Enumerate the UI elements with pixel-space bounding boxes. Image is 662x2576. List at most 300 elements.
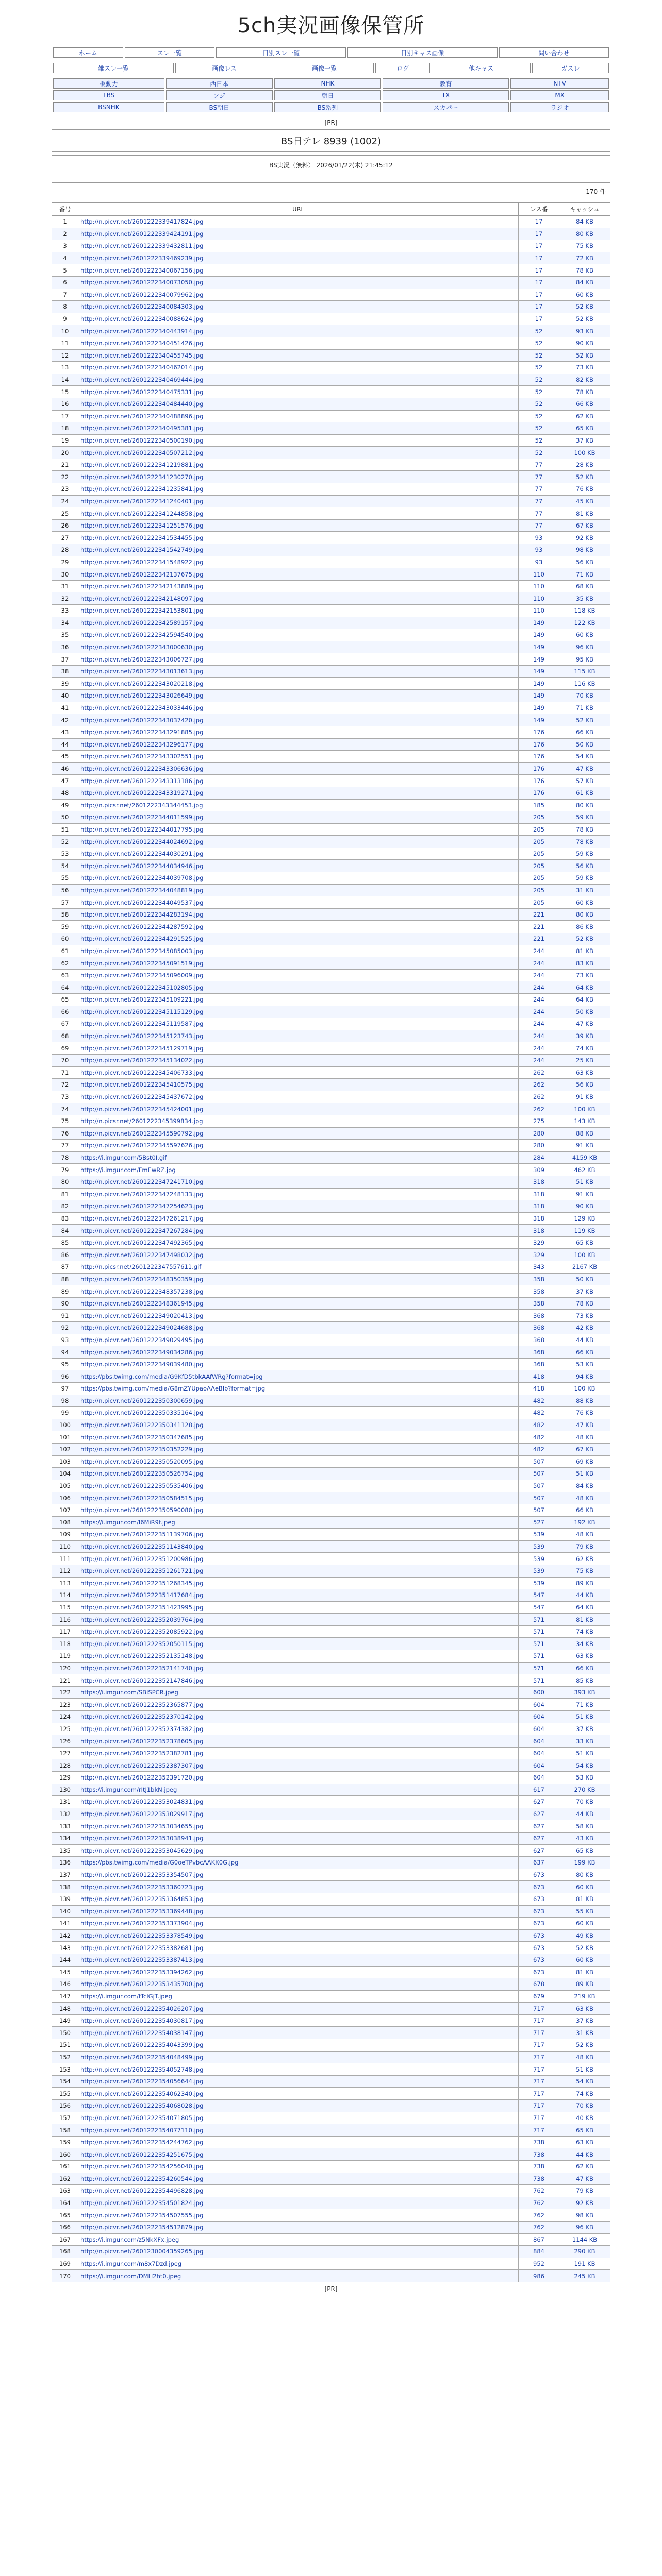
image-url-link[interactable]: http://n.picvr.net/2601222350590080.jpg bbox=[78, 1504, 519, 1516]
cache-link[interactable]: 50 KB bbox=[559, 738, 610, 751]
res-number-link[interactable]: 205 bbox=[519, 848, 559, 860]
res-number-link[interactable]: 637 bbox=[519, 1857, 559, 1869]
res-number-link[interactable]: 284 bbox=[519, 1151, 559, 1164]
cache-link[interactable]: 393 KB bbox=[559, 1686, 610, 1699]
res-number-link[interactable]: 571 bbox=[519, 1650, 559, 1663]
image-url-link[interactable]: http://n.picvr.net/2601222342594540.jpg bbox=[78, 629, 519, 641]
cache-link[interactable]: 88 KB bbox=[559, 1395, 610, 1407]
res-number-link[interactable]: 679 bbox=[519, 1990, 559, 2003]
res-number-link[interactable]: 482 bbox=[519, 1395, 559, 1407]
image-url-link[interactable]: http://n.picvr.net/2601222354251675.jpg bbox=[78, 2148, 519, 2161]
cache-link[interactable]: 1144 KB bbox=[559, 2233, 610, 2246]
nav-channel[interactable]: スカパー bbox=[383, 102, 509, 112]
cache-link[interactable]: 60 KB bbox=[559, 1918, 610, 1930]
image-url-link[interactable]: http://n.picvr.net/2601222354030817.jpg bbox=[78, 2014, 519, 2027]
cache-link[interactable]: 82 KB bbox=[559, 374, 610, 386]
image-url-link[interactable]: http://n.picvr.net/2601222345437672.jpg bbox=[78, 1091, 519, 1103]
image-url-link[interactable]: http://n.picvr.net/2601222347492365.jpg bbox=[78, 1236, 519, 1249]
cache-link[interactable]: 56 KB bbox=[559, 860, 610, 872]
cache-link[interactable]: 51 KB bbox=[559, 2063, 610, 2076]
image-url-link[interactable]: http://n.picvr.net/2601222351139706.jpg bbox=[78, 1529, 519, 1541]
cache-link[interactable]: 93 KB bbox=[559, 325, 610, 337]
cache-link[interactable]: 66 KB bbox=[559, 398, 610, 410]
res-number-link[interactable]: 368 bbox=[519, 1322, 559, 1334]
res-number-link[interactable]: 77 bbox=[519, 459, 559, 471]
image-url-link[interactable]: http://n.picvr.net/2601222353045629.jpg bbox=[78, 1844, 519, 1857]
cache-link[interactable]: 52 KB bbox=[559, 349, 610, 362]
cache-link[interactable]: 92 KB bbox=[559, 2197, 610, 2209]
image-url-link[interactable]: http://n.picvr.net/2601222343037420.jpg bbox=[78, 714, 519, 726]
res-number-link[interactable]: 77 bbox=[519, 519, 559, 532]
cache-link[interactable]: 62 KB bbox=[559, 410, 610, 422]
res-number-link[interactable]: 738 bbox=[519, 2173, 559, 2185]
res-number-link[interactable]: 717 bbox=[519, 2051, 559, 2063]
cache-link[interactable]: 122 KB bbox=[559, 617, 610, 629]
image-url-link[interactable]: http://n.picvr.net/2601222351200986.jpg bbox=[78, 1553, 519, 1565]
cache-link[interactable]: 47 KB bbox=[559, 1419, 610, 1431]
image-url-link[interactable]: http://n.picvr.net/2601222353038941.jpg bbox=[78, 1832, 519, 1844]
res-number-link[interactable]: 17 bbox=[519, 301, 559, 313]
image-url-link[interactable]: https://i.imgur.com/SBISPCR.jpeg bbox=[78, 1686, 519, 1699]
image-url-link[interactable]: http://n.picvr.net/2601222342137675.jpg bbox=[78, 568, 519, 581]
nav-channel[interactable]: NTV bbox=[510, 78, 609, 89]
nav-other-cast[interactable]: 他キャス bbox=[432, 63, 531, 73]
res-number-link[interactable]: 17 bbox=[519, 264, 559, 277]
res-number-link[interactable]: 673 bbox=[519, 1893, 559, 1905]
cache-link[interactable]: 81 KB bbox=[559, 1893, 610, 1905]
cache-link[interactable]: 48 KB bbox=[559, 1431, 610, 1444]
res-number-link[interactable]: 205 bbox=[519, 884, 559, 896]
res-number-link[interactable]: 717 bbox=[519, 2112, 559, 2124]
image-url-link[interactable]: http://n.picvr.net/2601222344034946.jpg bbox=[78, 860, 519, 872]
res-number-link[interactable]: 149 bbox=[519, 665, 559, 677]
res-number-link[interactable]: 17 bbox=[519, 252, 559, 264]
nav-log[interactable]: ログ bbox=[375, 63, 430, 73]
nav-image-res[interactable]: 画像レス bbox=[175, 63, 273, 73]
image-url-link[interactable]: http://n.picvr.net/2601222354501824.jpg bbox=[78, 2197, 519, 2209]
cache-link[interactable]: 44 KB bbox=[559, 1808, 610, 1820]
cache-link[interactable]: 64 KB bbox=[559, 994, 610, 1006]
cache-link[interactable]: 88 KB bbox=[559, 1127, 610, 1140]
cache-link[interactable]: 92 KB bbox=[559, 532, 610, 544]
image-url-link[interactable]: http://n.picvr.net/2601222354260544.jpg bbox=[78, 2173, 519, 2185]
cache-link[interactable]: 78 KB bbox=[559, 836, 610, 848]
res-number-link[interactable]: 244 bbox=[519, 1054, 559, 1066]
image-url-link[interactable]: http://n.picvr.net/2601222347241710.jpg bbox=[78, 1176, 519, 1188]
res-number-link[interactable]: 309 bbox=[519, 1164, 559, 1176]
cache-link[interactable]: 80 KB bbox=[559, 908, 610, 921]
res-number-link[interactable]: 673 bbox=[519, 1942, 559, 1954]
cache-link[interactable]: 462 KB bbox=[559, 1164, 610, 1176]
res-number-link[interactable]: 368 bbox=[519, 1310, 559, 1322]
nav-channel[interactable]: 教育 bbox=[383, 78, 509, 89]
image-url-link[interactable]: http://n.picvr.net/2601222348350359.jpg bbox=[78, 1273, 519, 1285]
image-url-link[interactable]: http://n.picvr.net/2601222354512879.jpg bbox=[78, 2221, 519, 2233]
cache-link[interactable]: 98 KB bbox=[559, 544, 610, 556]
site-title[interactable]: 5ch実況画像保管所 bbox=[237, 14, 425, 38]
image-url-link[interactable]: http://n.picvr.net/2601222351268345.jpg bbox=[78, 1577, 519, 1589]
res-number-link[interactable]: 244 bbox=[519, 945, 559, 957]
nav-channel[interactable]: NHK bbox=[274, 78, 381, 89]
cache-link[interactable]: 73 KB bbox=[559, 1310, 610, 1322]
image-url-link[interactable]: http://n.picvr.net/2601222345597626.jpg bbox=[78, 1140, 519, 1152]
image-url-link[interactable]: http://n.picvr.net/2601222352147846.jpg bbox=[78, 1674, 519, 1687]
image-url-link[interactable]: http://n.picvr.net/2601222345410575.jpg bbox=[78, 1079, 519, 1091]
cache-link[interactable]: 66 KB bbox=[559, 1662, 610, 1674]
image-url-link[interactable]: http://n.picvr.net/2601222352085922.jpg bbox=[78, 1625, 519, 1638]
res-number-link[interactable]: 368 bbox=[519, 1334, 559, 1346]
image-url-link[interactable]: http://n.picvr.net/2601222343302551.jpg bbox=[78, 751, 519, 763]
image-url-link[interactable]: http://n.picvr.net/2601222353354507.jpg bbox=[78, 1869, 519, 1881]
image-url-link[interactable]: http://n.picvr.net/2601222343319271.jpg bbox=[78, 787, 519, 799]
image-url-link[interactable]: http://n.picvr.net/2601222345109221.jpg bbox=[78, 994, 519, 1006]
res-number-link[interactable]: 77 bbox=[519, 507, 559, 520]
cache-link[interactable]: 100 KB bbox=[559, 447, 610, 459]
image-url-link[interactable]: https://i.imgur.com/DMH2ht0.jpeg bbox=[78, 2270, 519, 2282]
cache-link[interactable]: 71 KB bbox=[559, 1699, 610, 1711]
image-url-link[interactable]: http://n.picvr.net/2601222343006727.jpg bbox=[78, 653, 519, 666]
cache-link[interactable]: 51 KB bbox=[559, 1176, 610, 1188]
image-url-link[interactable]: http://n.picvr.net/2601222351423995.jpg bbox=[78, 1601, 519, 1614]
image-url-link[interactable]: http://n.picvr.net/2601222353024831.jpg bbox=[78, 1796, 519, 1808]
res-number-link[interactable]: 262 bbox=[519, 1066, 559, 1079]
cache-link[interactable]: 69 KB bbox=[559, 1455, 610, 1468]
res-number-link[interactable]: 17 bbox=[519, 228, 559, 240]
res-number-link[interactable]: 717 bbox=[519, 2063, 559, 2076]
res-number-link[interactable]: 17 bbox=[519, 276, 559, 289]
image-url-link[interactable]: http://n.picvr.net/2601222342148097.jpg bbox=[78, 592, 519, 605]
cache-link[interactable]: 52 KB bbox=[559, 714, 610, 726]
cache-link[interactable]: 83 KB bbox=[559, 957, 610, 970]
cache-link[interactable]: 37 KB bbox=[559, 2014, 610, 2027]
res-number-link[interactable]: 604 bbox=[519, 1735, 559, 1748]
cache-link[interactable]: 79 KB bbox=[559, 1540, 610, 1553]
res-number-link[interactable]: 717 bbox=[519, 2088, 559, 2100]
nav-channel[interactable]: BS朝日 bbox=[166, 102, 273, 112]
res-number-link[interactable]: 93 bbox=[519, 544, 559, 556]
res-number-link[interactable]: 244 bbox=[519, 994, 559, 1006]
res-number-link[interactable]: 149 bbox=[519, 629, 559, 641]
res-number-link[interactable]: 329 bbox=[519, 1236, 559, 1249]
cache-link[interactable]: 78 KB bbox=[559, 1297, 610, 1310]
res-number-link[interactable]: 77 bbox=[519, 495, 559, 507]
image-url-link[interactable]: http://n.picvr.net/2601222353435700.jpg bbox=[78, 1978, 519, 1991]
image-url-link[interactable]: http://n.picvr.net/2601222340073050.jpg bbox=[78, 276, 519, 289]
res-number-link[interactable]: 673 bbox=[519, 1929, 559, 1942]
cache-link[interactable]: 90 KB bbox=[559, 1200, 610, 1213]
image-url-link[interactable]: http://n.picvr.net/2601222343020218.jpg bbox=[78, 677, 519, 690]
cache-link[interactable]: 66 KB bbox=[559, 1346, 610, 1359]
res-number-link[interactable]: 52 bbox=[519, 349, 559, 362]
cache-link[interactable]: 55 KB bbox=[559, 1905, 610, 1918]
image-url-link[interactable]: http://n.picvr.net/2601222352382781.jpg bbox=[78, 1747, 519, 1759]
nav-gas-thread[interactable]: ガスレ bbox=[532, 63, 609, 73]
res-number-link[interactable]: 717 bbox=[519, 2014, 559, 2027]
res-number-link[interactable]: 604 bbox=[519, 1747, 559, 1759]
cache-link[interactable]: 73 KB bbox=[559, 362, 610, 374]
cache-link[interactable]: 28 KB bbox=[559, 459, 610, 471]
res-number-link[interactable]: 884 bbox=[519, 2246, 559, 2258]
cache-link[interactable]: 40 KB bbox=[559, 2112, 610, 2124]
res-number-link[interactable]: 221 bbox=[519, 908, 559, 921]
image-url-link[interactable]: http://n.picvr.net/2601222353364853.jpg bbox=[78, 1893, 519, 1905]
cache-link[interactable]: 37 KB bbox=[559, 434, 610, 447]
image-url-link[interactable]: http://n.picvr.net/2601222354256040.jpg bbox=[78, 2161, 519, 2173]
cache-link[interactable]: 74 KB bbox=[559, 2088, 610, 2100]
cache-link[interactable]: 89 KB bbox=[559, 1978, 610, 1991]
image-url-link[interactable]: http://n.picvr.net/2601230004359265.jpg bbox=[78, 2246, 519, 2258]
cache-link[interactable]: 37 KB bbox=[559, 1723, 610, 1735]
res-number-link[interactable]: 571 bbox=[519, 1662, 559, 1674]
cache-link[interactable]: 70 KB bbox=[559, 2100, 610, 2112]
res-number-link[interactable]: 627 bbox=[519, 1832, 559, 1844]
image-url-link[interactable]: http://n.picvr.net/2601222354507555.jpg bbox=[78, 2209, 519, 2222]
cache-link[interactable]: 52 KB bbox=[559, 2039, 610, 2052]
cache-link[interactable]: 192 KB bbox=[559, 1516, 610, 1529]
image-url-link[interactable]: http://n.picvr.net/2601222340475331.jpg bbox=[78, 386, 519, 398]
image-url-link[interactable]: http://n.picvr.net/2601222350584515.jpg bbox=[78, 1492, 519, 1504]
res-number-link[interactable]: 762 bbox=[519, 2209, 559, 2222]
image-url-link[interactable]: http://n.picvr.net/2601222350520095.jpg bbox=[78, 1455, 519, 1468]
image-url-link[interactable]: http://n.picvr.net/2601222344011599.jpg bbox=[78, 811, 519, 824]
image-url-link[interactable]: http://n.picvr.net/2601222341240401.jpg bbox=[78, 495, 519, 507]
image-url-link[interactable]: http://n.picvr.net/2601222352378605.jpg bbox=[78, 1735, 519, 1748]
cache-link[interactable]: 57 KB bbox=[559, 775, 610, 787]
cache-link[interactable]: 191 KB bbox=[559, 2258, 610, 2270]
cache-link[interactable]: 51 KB bbox=[559, 1711, 610, 1723]
res-number-link[interactable]: 717 bbox=[519, 2124, 559, 2137]
image-url-link[interactable]: http://n.picvr.net/2601222353029917.jpg bbox=[78, 1808, 519, 1820]
nav-channel[interactable]: BS系列 bbox=[274, 102, 381, 112]
image-url-link[interactable]: http://n.picvr.net/2601222340500190.jpg bbox=[78, 434, 519, 447]
cache-link[interactable]: 65 KB bbox=[559, 1236, 610, 1249]
cache-link[interactable]: 54 KB bbox=[559, 751, 610, 763]
res-number-link[interactable]: 244 bbox=[519, 1042, 559, 1055]
image-url-link[interactable]: http://n.picvr.net/2601222348361945.jpg bbox=[78, 1297, 519, 1310]
image-url-link[interactable]: http://n.picvr.net/2601222347248133.jpg bbox=[78, 1188, 519, 1200]
cache-link[interactable]: 33 KB bbox=[559, 1735, 610, 1748]
image-url-link[interactable]: http://n.picvr.net/2601222352370142.jpg bbox=[78, 1711, 519, 1723]
image-url-link[interactable]: http://n.picvr.net/2601222345134022.jpg bbox=[78, 1054, 519, 1066]
cache-link[interactable]: 48 KB bbox=[559, 1492, 610, 1504]
image-url-link[interactable]: http://n.picvr.net/2601222351417684.jpg bbox=[78, 1589, 519, 1602]
res-number-link[interactable]: 52 bbox=[519, 447, 559, 459]
cache-link[interactable]: 31 KB bbox=[559, 2027, 610, 2039]
res-number-link[interactable]: 52 bbox=[519, 422, 559, 435]
cache-link[interactable]: 53 KB bbox=[559, 1772, 610, 1784]
image-url-link[interactable]: http://n.picvr.net/2601222354026207.jpg bbox=[78, 2003, 519, 2015]
res-number-link[interactable]: 244 bbox=[519, 957, 559, 970]
cache-link[interactable]: 91 KB bbox=[559, 1091, 610, 1103]
cache-link[interactable]: 65 KB bbox=[559, 1844, 610, 1857]
res-number-link[interactable]: 539 bbox=[519, 1529, 559, 1541]
cache-link[interactable]: 54 KB bbox=[559, 1759, 610, 1772]
image-url-link[interactable]: http://n.picvr.net/2601222341235841.jpg bbox=[78, 483, 519, 496]
res-number-link[interactable]: 527 bbox=[519, 1516, 559, 1529]
res-number-link[interactable]: 176 bbox=[519, 751, 559, 763]
res-number-link[interactable]: 673 bbox=[519, 1881, 559, 1893]
cache-link[interactable]: 96 KB bbox=[559, 2221, 610, 2233]
cache-link[interactable]: 35 KB bbox=[559, 592, 610, 605]
res-number-link[interactable]: 176 bbox=[519, 738, 559, 751]
cache-link[interactable]: 95 KB bbox=[559, 653, 610, 666]
res-number-link[interactable]: 93 bbox=[519, 532, 559, 544]
res-number-link[interactable]: 329 bbox=[519, 1249, 559, 1261]
res-number-link[interactable]: 280 bbox=[519, 1140, 559, 1152]
res-number-link[interactable]: 627 bbox=[519, 1820, 559, 1833]
image-url-link[interactable]: http://n.picvr.net/2601222345096009.jpg bbox=[78, 969, 519, 981]
res-number-link[interactable]: 52 bbox=[519, 386, 559, 398]
cache-link[interactable]: 91 KB bbox=[559, 1188, 610, 1200]
cache-link[interactable]: 67 KB bbox=[559, 1443, 610, 1455]
res-number-link[interactable]: 482 bbox=[519, 1407, 559, 1419]
cache-link[interactable]: 50 KB bbox=[559, 1273, 610, 1285]
nav-channel[interactable]: フジ bbox=[166, 90, 273, 100]
res-number-link[interactable]: 717 bbox=[519, 2100, 559, 2112]
cache-link[interactable]: 71 KB bbox=[559, 702, 610, 714]
cache-link[interactable]: 80 KB bbox=[559, 1869, 610, 1881]
cache-link[interactable]: 74 KB bbox=[559, 1042, 610, 1055]
image-url-link[interactable]: http://n.picvr.net/2601222354062340.jpg bbox=[78, 2088, 519, 2100]
res-number-link[interactable]: 952 bbox=[519, 2258, 559, 2270]
cache-link[interactable]: 80 KB bbox=[559, 799, 610, 811]
res-number-link[interactable]: 627 bbox=[519, 1796, 559, 1808]
cache-link[interactable]: 48 KB bbox=[559, 2051, 610, 2063]
image-url-link[interactable]: http://n.picvr.net/2601222343306636.jpg bbox=[78, 762, 519, 775]
cache-link[interactable]: 91 KB bbox=[559, 1140, 610, 1152]
nav-channel[interactable]: TX bbox=[383, 90, 509, 100]
cache-link[interactable]: 76 KB bbox=[559, 1407, 610, 1419]
cache-link[interactable]: 72 KB bbox=[559, 252, 610, 264]
nav-misc-threads[interactable]: 雑スレ一覧 bbox=[53, 63, 174, 73]
image-url-link[interactable]: http://n.picvr.net/2601222340469444.jpg bbox=[78, 374, 519, 386]
image-url-link[interactable]: http://n.picvr.net/2601222343026649.jpg bbox=[78, 690, 519, 702]
res-number-link[interactable]: 358 bbox=[519, 1297, 559, 1310]
cache-link[interactable]: 118 KB bbox=[559, 605, 610, 617]
image-url-link[interactable]: http://n.picvr.net/2601222354052748.jpg bbox=[78, 2063, 519, 2076]
cache-link[interactable]: 119 KB bbox=[559, 1225, 610, 1237]
image-url-link[interactable]: https://pbs.twimg.com/media/G9KfD5tbkAAfWRg?format=jpg bbox=[78, 1370, 519, 1383]
cache-link[interactable]: 64 KB bbox=[559, 1601, 610, 1614]
image-url-link[interactable]: http://n.picvr.net/2601222345129719.jpg bbox=[78, 1042, 519, 1055]
res-number-link[interactable]: 482 bbox=[519, 1419, 559, 1431]
cache-link[interactable]: 2167 KB bbox=[559, 1261, 610, 1274]
res-number-link[interactable]: 604 bbox=[519, 1772, 559, 1784]
cache-link[interactable]: 219 KB bbox=[559, 1990, 610, 2003]
image-url-link[interactable]: http://n.picvr.net/2601222340084303.jpg bbox=[78, 301, 519, 313]
cache-link[interactable]: 81 KB bbox=[559, 1614, 610, 1626]
image-url-link[interactable]: http://n.picvr.net/2601222345406733.jpg bbox=[78, 1066, 519, 1079]
res-number-link[interactable]: 52 bbox=[519, 337, 559, 349]
nav-channel[interactable]: ラジオ bbox=[510, 102, 609, 112]
image-url-link[interactable]: http://n.picvr.net/2601222354048499.jpg bbox=[78, 2051, 519, 2063]
nav-thread-list[interactable]: スレ一覧 bbox=[125, 47, 214, 58]
cache-link[interactable]: 71 KB bbox=[559, 568, 610, 581]
image-url-link[interactable]: http://n.picvr.net/2601222350300659.jpg bbox=[78, 1395, 519, 1407]
res-number-link[interactable]: 318 bbox=[519, 1200, 559, 1213]
res-number-link[interactable]: 507 bbox=[519, 1480, 559, 1492]
image-url-link[interactable]: http://n.picvr.net/2601222347267284.jpg bbox=[78, 1225, 519, 1237]
image-url-link[interactable]: http://n.picvr.net/2601222341244858.jpg bbox=[78, 507, 519, 520]
image-url-link[interactable]: http://n.picvr.net/2601222350535406.jpg bbox=[78, 1480, 519, 1492]
res-number-link[interactable]: 673 bbox=[519, 1966, 559, 1978]
cache-link[interactable]: 56 KB bbox=[559, 556, 610, 568]
res-number-link[interactable]: 52 bbox=[519, 374, 559, 386]
nav-channel[interactable]: 朝日 bbox=[274, 90, 381, 100]
image-url-link[interactable]: http://n.picvr.net/2601222345115129.jpg bbox=[78, 1006, 519, 1018]
image-url-link[interactable]: http://n.picvr.net/2601222344024692.jpg bbox=[78, 836, 519, 848]
cache-link[interactable]: 68 KB bbox=[559, 580, 610, 592]
image-url-link[interactable]: https://i.imgur.com/rItJ1bkN.jpeg bbox=[78, 1784, 519, 1796]
res-number-link[interactable]: 867 bbox=[519, 2233, 559, 2246]
image-url-link[interactable]: http://n.picvr.net/2601222345091519.jpg bbox=[78, 957, 519, 970]
image-url-link[interactable]: http://n.picvr.net/2601222352365877.jpg bbox=[78, 1699, 519, 1711]
nav-home[interactable]: ホーム bbox=[53, 47, 123, 58]
image-url-link[interactable]: http://n.picvr.net/2601222354068028.jpg bbox=[78, 2100, 519, 2112]
res-number-link[interactable]: 77 bbox=[519, 483, 559, 496]
res-number-link[interactable]: 93 bbox=[519, 556, 559, 568]
image-url-link[interactable]: http://n.picvr.net/2601222351143840.jpg bbox=[78, 1540, 519, 1553]
res-number-link[interactable]: 539 bbox=[519, 1577, 559, 1589]
image-url-link[interactable]: http://n.picvr.net/2601222342153801.jpg bbox=[78, 605, 519, 617]
image-url-link[interactable]: http://n.picvr.net/2601222343013613.jpg bbox=[78, 665, 519, 677]
image-url-link[interactable]: http://n.picvr.net/2601222349034286.jpg bbox=[78, 1346, 519, 1359]
image-url-link[interactable]: http://n.picvr.net/2601222340443914.jpg bbox=[78, 325, 519, 337]
res-number-link[interactable]: 149 bbox=[519, 677, 559, 690]
image-url-link[interactable]: http://n.picvr.net/2601222340488896.jpg bbox=[78, 410, 519, 422]
image-url-link[interactable]: http://n.picvr.net/2601222343033446.jpg bbox=[78, 702, 519, 714]
cache-link[interactable]: 70 KB bbox=[559, 690, 610, 702]
res-number-link[interactable]: 418 bbox=[519, 1383, 559, 1395]
image-url-link[interactable]: https://pbs.twimg.com/media/G8mZYUpaoAAeBlb?format=jpg bbox=[78, 1383, 519, 1395]
image-url-link[interactable]: http://n.picvr.net/2601222352050115.jpg bbox=[78, 1638, 519, 1650]
cache-link[interactable]: 52 KB bbox=[559, 301, 610, 313]
cache-link[interactable]: 78 KB bbox=[559, 823, 610, 836]
image-url-link[interactable]: http://n.picvr.net/2601222347498032.jpg bbox=[78, 1249, 519, 1261]
res-number-link[interactable]: 176 bbox=[519, 787, 559, 799]
res-number-link[interactable]: 205 bbox=[519, 872, 559, 885]
image-url-link[interactable]: https://i.imgur.com/5Bst0I.gif bbox=[78, 1151, 519, 1164]
res-number-link[interactable]: 507 bbox=[519, 1504, 559, 1516]
res-number-link[interactable]: 571 bbox=[519, 1625, 559, 1638]
res-number-link[interactable]: 77 bbox=[519, 471, 559, 483]
res-number-link[interactable]: 149 bbox=[519, 653, 559, 666]
image-url-link[interactable]: http://n.picvr.net/2601222352391720.jpg bbox=[78, 1772, 519, 1784]
image-url-link[interactable]: http://n.picvr.net/2601222339469239.jpg bbox=[78, 252, 519, 264]
cache-link[interactable]: 79 KB bbox=[559, 2185, 610, 2197]
cache-link[interactable]: 245 KB bbox=[559, 2270, 610, 2282]
cache-link[interactable]: 31 KB bbox=[559, 884, 610, 896]
image-url-link[interactable]: http://n.picvr.net/2601222350341128.jpg bbox=[78, 1419, 519, 1431]
cache-link[interactable]: 39 KB bbox=[559, 1030, 610, 1042]
res-number-link[interactable]: 149 bbox=[519, 714, 559, 726]
cache-link[interactable]: 60 KB bbox=[559, 289, 610, 301]
res-number-link[interactable]: 185 bbox=[519, 799, 559, 811]
res-number-link[interactable]: 318 bbox=[519, 1176, 559, 1188]
cache-link[interactable]: 75 KB bbox=[559, 1565, 610, 1577]
cache-link[interactable]: 64 KB bbox=[559, 981, 610, 994]
cache-link[interactable]: 84 KB bbox=[559, 1480, 610, 1492]
image-url-link[interactable]: http://n.picvr.net/2601222341219881.jpg bbox=[78, 459, 519, 471]
image-url-link[interactable]: http://n.picvr.net/2601222349029495.jpg bbox=[78, 1334, 519, 1346]
image-url-link[interactable]: http://n.picvr.net/2601222350335164.jpg bbox=[78, 1407, 519, 1419]
cache-link[interactable]: 70 KB bbox=[559, 1796, 610, 1808]
res-number-link[interactable]: 110 bbox=[519, 580, 559, 592]
image-url-link[interactable]: http://n.picvr.net/2601222347261217.jpg bbox=[78, 1212, 519, 1225]
image-url-link[interactable]: http://n.picvr.net/2601222345590792.jpg bbox=[78, 1127, 519, 1140]
image-url-link[interactable]: http://n.picvr.net/2601222352374382.jpg bbox=[78, 1723, 519, 1735]
image-url-link[interactable]: http://n.picvr.net/2601222339432811.jpg bbox=[78, 240, 519, 252]
